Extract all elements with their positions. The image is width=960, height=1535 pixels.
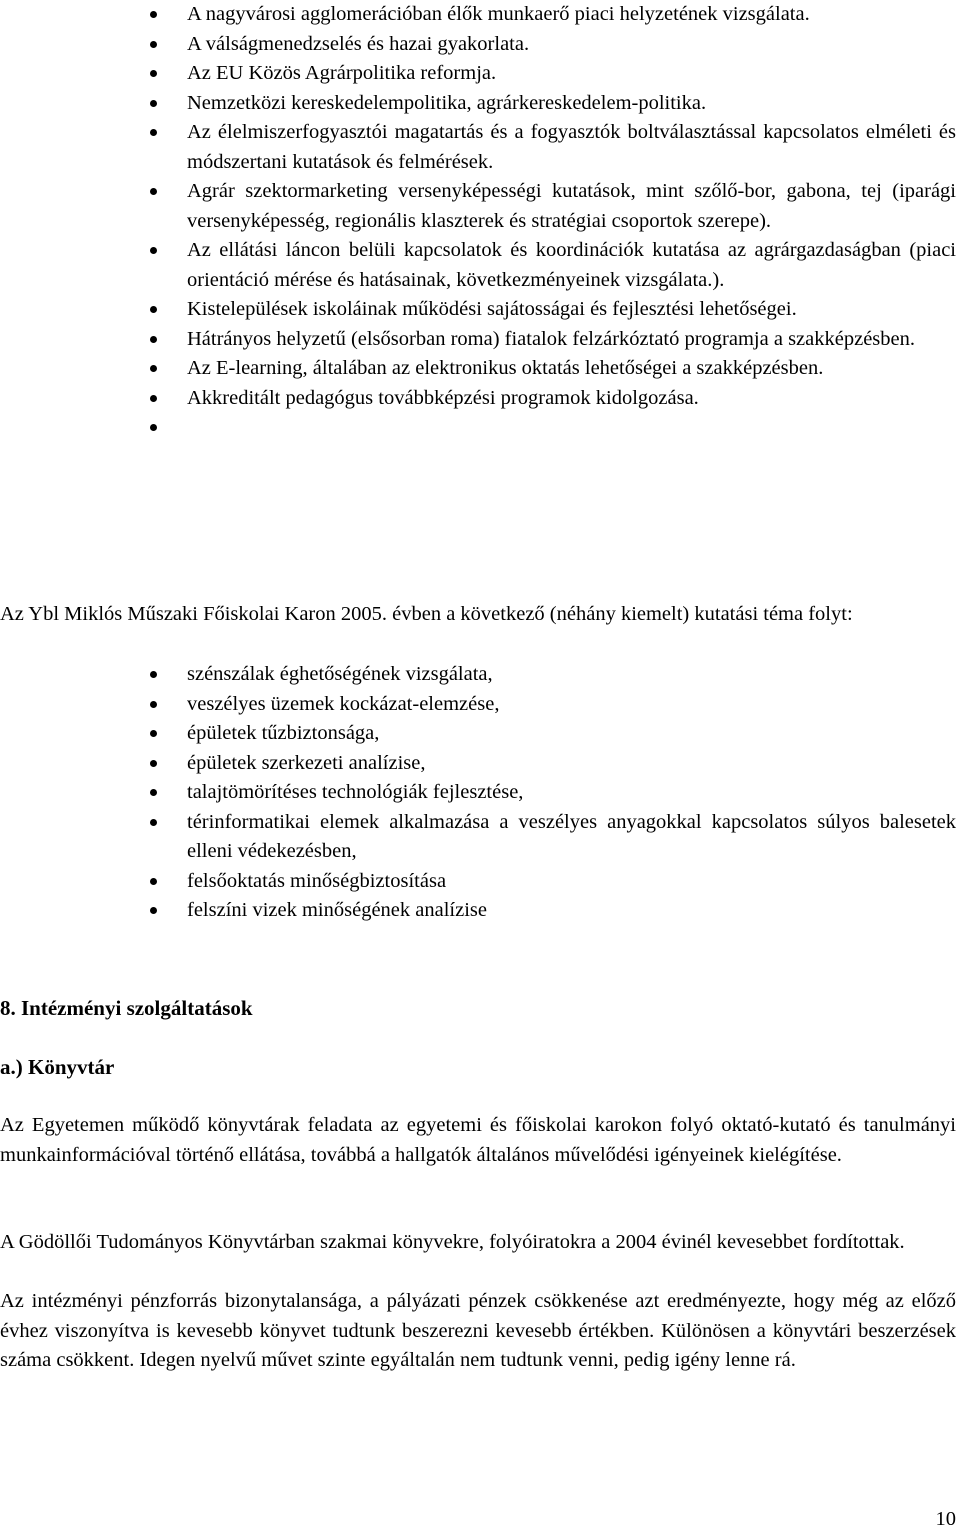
bullet-icon <box>150 819 157 826</box>
subsection-heading: a.) Könyvtár <box>0 1055 115 1079</box>
list-item: térinformatikai elemek alkalmazása a veszélyes anyagokkal kapcsolatos súlyos balesetek elleni védekezésben, <box>187 808 956 867</box>
list-item: felszíni vizek minőségének analízise <box>187 896 956 926</box>
list-item: A nagyvárosi agglomerációban élők munkaerő piaci helyzetének vizsgálata. <box>187 0 956 30</box>
list-item: A válságmenedzselés és hazai gyakorlata. <box>187 30 956 60</box>
bullet-icon <box>150 306 157 313</box>
bullet-icon <box>150 11 157 18</box>
bullet-icon <box>150 188 157 195</box>
list-item: Akkreditált pedagógus továbbképzési programok kidolgozása. <box>187 384 956 414</box>
library-paragraph-1: Az Egyetemen működő könyvtárak feladata az egyetemi és főiskolai karokon folyó oktató-kutató és tanulmányi munkainformációval történő ellátása, továbbá a hallgatók általános művelődési igényeinek kielégítése. <box>0 1114 956 1166</box>
list-item: Hátrányos helyzetű (elsősorban roma) fiatalok felzárkóztató programja a szakképzésben. <box>187 325 956 355</box>
bullet-icon <box>150 70 157 77</box>
bullet-icon <box>150 789 157 796</box>
bullet-icon <box>150 41 157 48</box>
list-item: épületek szerkezeti analízise, <box>187 749 956 779</box>
bullet-icon <box>150 907 157 914</box>
list-item: veszélyes üzemek kockázat-elemzése, <box>187 690 956 720</box>
bullet-icon <box>150 365 157 372</box>
list-item: Kistelepülések iskoláinak működési sajátosságai és fejlesztési lehetőségei. <box>187 295 956 325</box>
library-paragraph-3: Az intézményi pénzforrás bizonytalansága, a pályázati pénzek csökkenése azt eredményezte, hogy még az előző évhez viszonyítva is kevesebb könyvet tudtunk beszerezni kevesebb értékben. Különösen a könyvtári beszerzések száma csökkent. Idegen nyelvű művet szinte egyáltalán nem tudtunk venni, pedig igény lenne rá. <box>0 1290 956 1371</box>
bullet-icon <box>150 100 157 107</box>
list-item: szénszálak éghetőségének vizsgálata, <box>187 660 956 690</box>
list-item: Az élelmiszerfogyasztói magatartás és a fogyasztók boltválasztással kapcsolatos elméleti és módszertani kutatások és felmérések. <box>187 118 956 177</box>
library-paragraph-2: A Gödöllői Tudományos Könyvtárban szakmai könyvekre, folyóiratokra a 2004 évinél kevesebbet fordítottak. <box>0 1231 905 1253</box>
bullet-icon <box>150 878 157 885</box>
bullet-icon <box>150 336 157 343</box>
list-item: épületek tűzbiztonsága, <box>187 719 956 749</box>
research-topics-list <box>187 0 956 443</box>
ybl-topics-list <box>187 660 956 926</box>
list-item: Nemzetközi kereskedelempolitika, agrárkereskedelem-politika. <box>187 89 956 119</box>
bullet-icon <box>150 395 157 402</box>
bullet-icon <box>150 247 157 254</box>
list-item: Az EU Közös Agrárpolitika reformja. <box>187 59 956 89</box>
list-item-empty <box>187 413 956 443</box>
page-number: 10 <box>935 1508 956 1530</box>
list-item: Az E-learning, általában az elektronikus oktatás lehetőségei a szakképzésben. <box>187 354 956 384</box>
list-item: felsőoktatás minőségbiztosítása <box>187 867 956 897</box>
list-item: Az ellátási láncon belüli kapcsolatok és koordinációk kutatása az agrárgazdaságban (piaci orientáció mérése és hatásainak, következményeinek vizsgálata.). <box>187 236 956 295</box>
ybl-intro-paragraph: Az Ybl Miklós Műszaki Főiskolai Karon 2005. évben a következő (néhány kiemelt) kutatási téma folyt: <box>0 603 853 625</box>
bullet-icon <box>150 671 157 678</box>
list-item: talajtömörítéses technológiák fejlesztése, <box>187 778 956 808</box>
bullet-icon <box>150 701 157 708</box>
bullet-icon <box>150 760 157 767</box>
bullet-icon <box>150 424 157 431</box>
section-heading: 8. Intézményi szolgáltatások <box>0 996 253 1020</box>
bullet-icon <box>150 730 157 737</box>
bullet-icon <box>150 129 157 136</box>
list-item: Agrár szektormarketing versenyképességi kutatások, mint szőlő-bor, gabona, tej (iparági versenyképesség, regionális klaszterek és stratégiai csoportok szerepe). <box>187 177 956 236</box>
